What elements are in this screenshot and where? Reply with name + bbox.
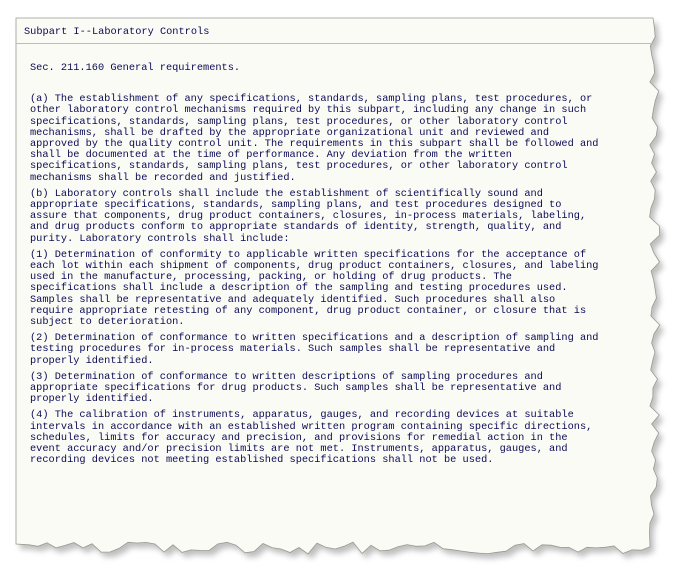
text-line: each lot within each shipment of components, drug product containers, closures, and labeling [30, 260, 599, 273]
text-line: event accuracy and/or precision limits are not met. Instruments, apparatus, gauges, and [30, 443, 568, 456]
text-line: testing procedures for in-process materials. Such samples shall be representative and [30, 343, 556, 356]
section-heading: Sec. 211.160 General requirements. [30, 62, 241, 74]
paragraph-b1 [30, 250, 655, 328]
document-body [30, 63, 655, 472]
text-line: schedules, limits for accuracy and precision, and provisions for remedial action in the [30, 431, 568, 444]
text-line: other laboratory control mechanisms required by this subpart, including any change in such [30, 104, 587, 117]
text-line: shall be documented at the time of performance. Any deviation from the written [30, 149, 512, 162]
text-line: subject to deterioration. [30, 316, 185, 329]
text-line: assure that components, drug product containers, closures, in-process materials, labeling, [30, 210, 587, 223]
text-line: mechanisms, shall be drafted by the appropriate organizational unit and reviewed and [30, 126, 550, 139]
text-line: properly identified. [30, 354, 154, 367]
text-line: (3) Determination of conformance to written descriptions of sampling procedures and [30, 370, 543, 383]
paragraph-b4 [30, 410, 655, 466]
text-line: appropriate specifications for drug products. Such samples shall be representative and [30, 382, 562, 395]
page-title: Subpart I--Laboratory Controls [24, 26, 210, 38]
text-line: mechanisms shall be recorded and justified. [30, 171, 296, 184]
text-line: require appropriate retesting of any component, drug product container, or closure that is [30, 304, 587, 317]
text-line: specifications, standards, sampling plans, test procedures, or other laboratory control [30, 115, 568, 128]
text-line: and drug products conform to appropriate standards of identity, strength, quality, and [30, 221, 562, 234]
text-line: used in the manufacture, processing, packing, or holding of drug products. The [30, 271, 512, 284]
text-line: specifications shall include a description of the sampling and testing procedures used. [30, 282, 568, 295]
text-line: approved by the quality control unit. The requirements in this subpart shall be followed and [30, 138, 599, 151]
text-line: (a) The establishment of any specifications, standards, sampling plans, test procedures, or [30, 93, 593, 106]
text-line: recording devices not meeting established specifications shall not be used. [30, 454, 494, 467]
paragraph-b [30, 189, 655, 245]
text-line: Samples shall be representative and adequately identified. Such procedures shall also [30, 293, 556, 306]
paragraph-a [30, 94, 655, 184]
text-line: (b) Laboratory controls shall include the establishment of scientifically sound and [30, 187, 543, 200]
paragraph-b2 [30, 333, 655, 367]
text-line: specifications, standards, sampling plans, test procedures, or other laboratory control [30, 160, 568, 173]
text-line: (1) Determination of conformity to applicable written specifications for the acceptance of [30, 248, 587, 261]
header-bar [16, 19, 654, 44]
text-line: (4) The calibration of instruments, apparatus, gauges, and recording devices at suitable [30, 409, 574, 422]
text-line: intervals in accordance with an established written program containing specific directions, [30, 420, 593, 433]
text-line: appropriate specifications, standards, sampling plans, and test procedures designed to [30, 199, 562, 212]
text-line: purity. Laboratory controls shall include: [30, 232, 290, 245]
text-line: (2) Determination of conformance to written specifications and a description of sampling and [30, 332, 599, 345]
text-line: properly identified. [30, 393, 154, 406]
paragraph-b3 [30, 372, 655, 406]
